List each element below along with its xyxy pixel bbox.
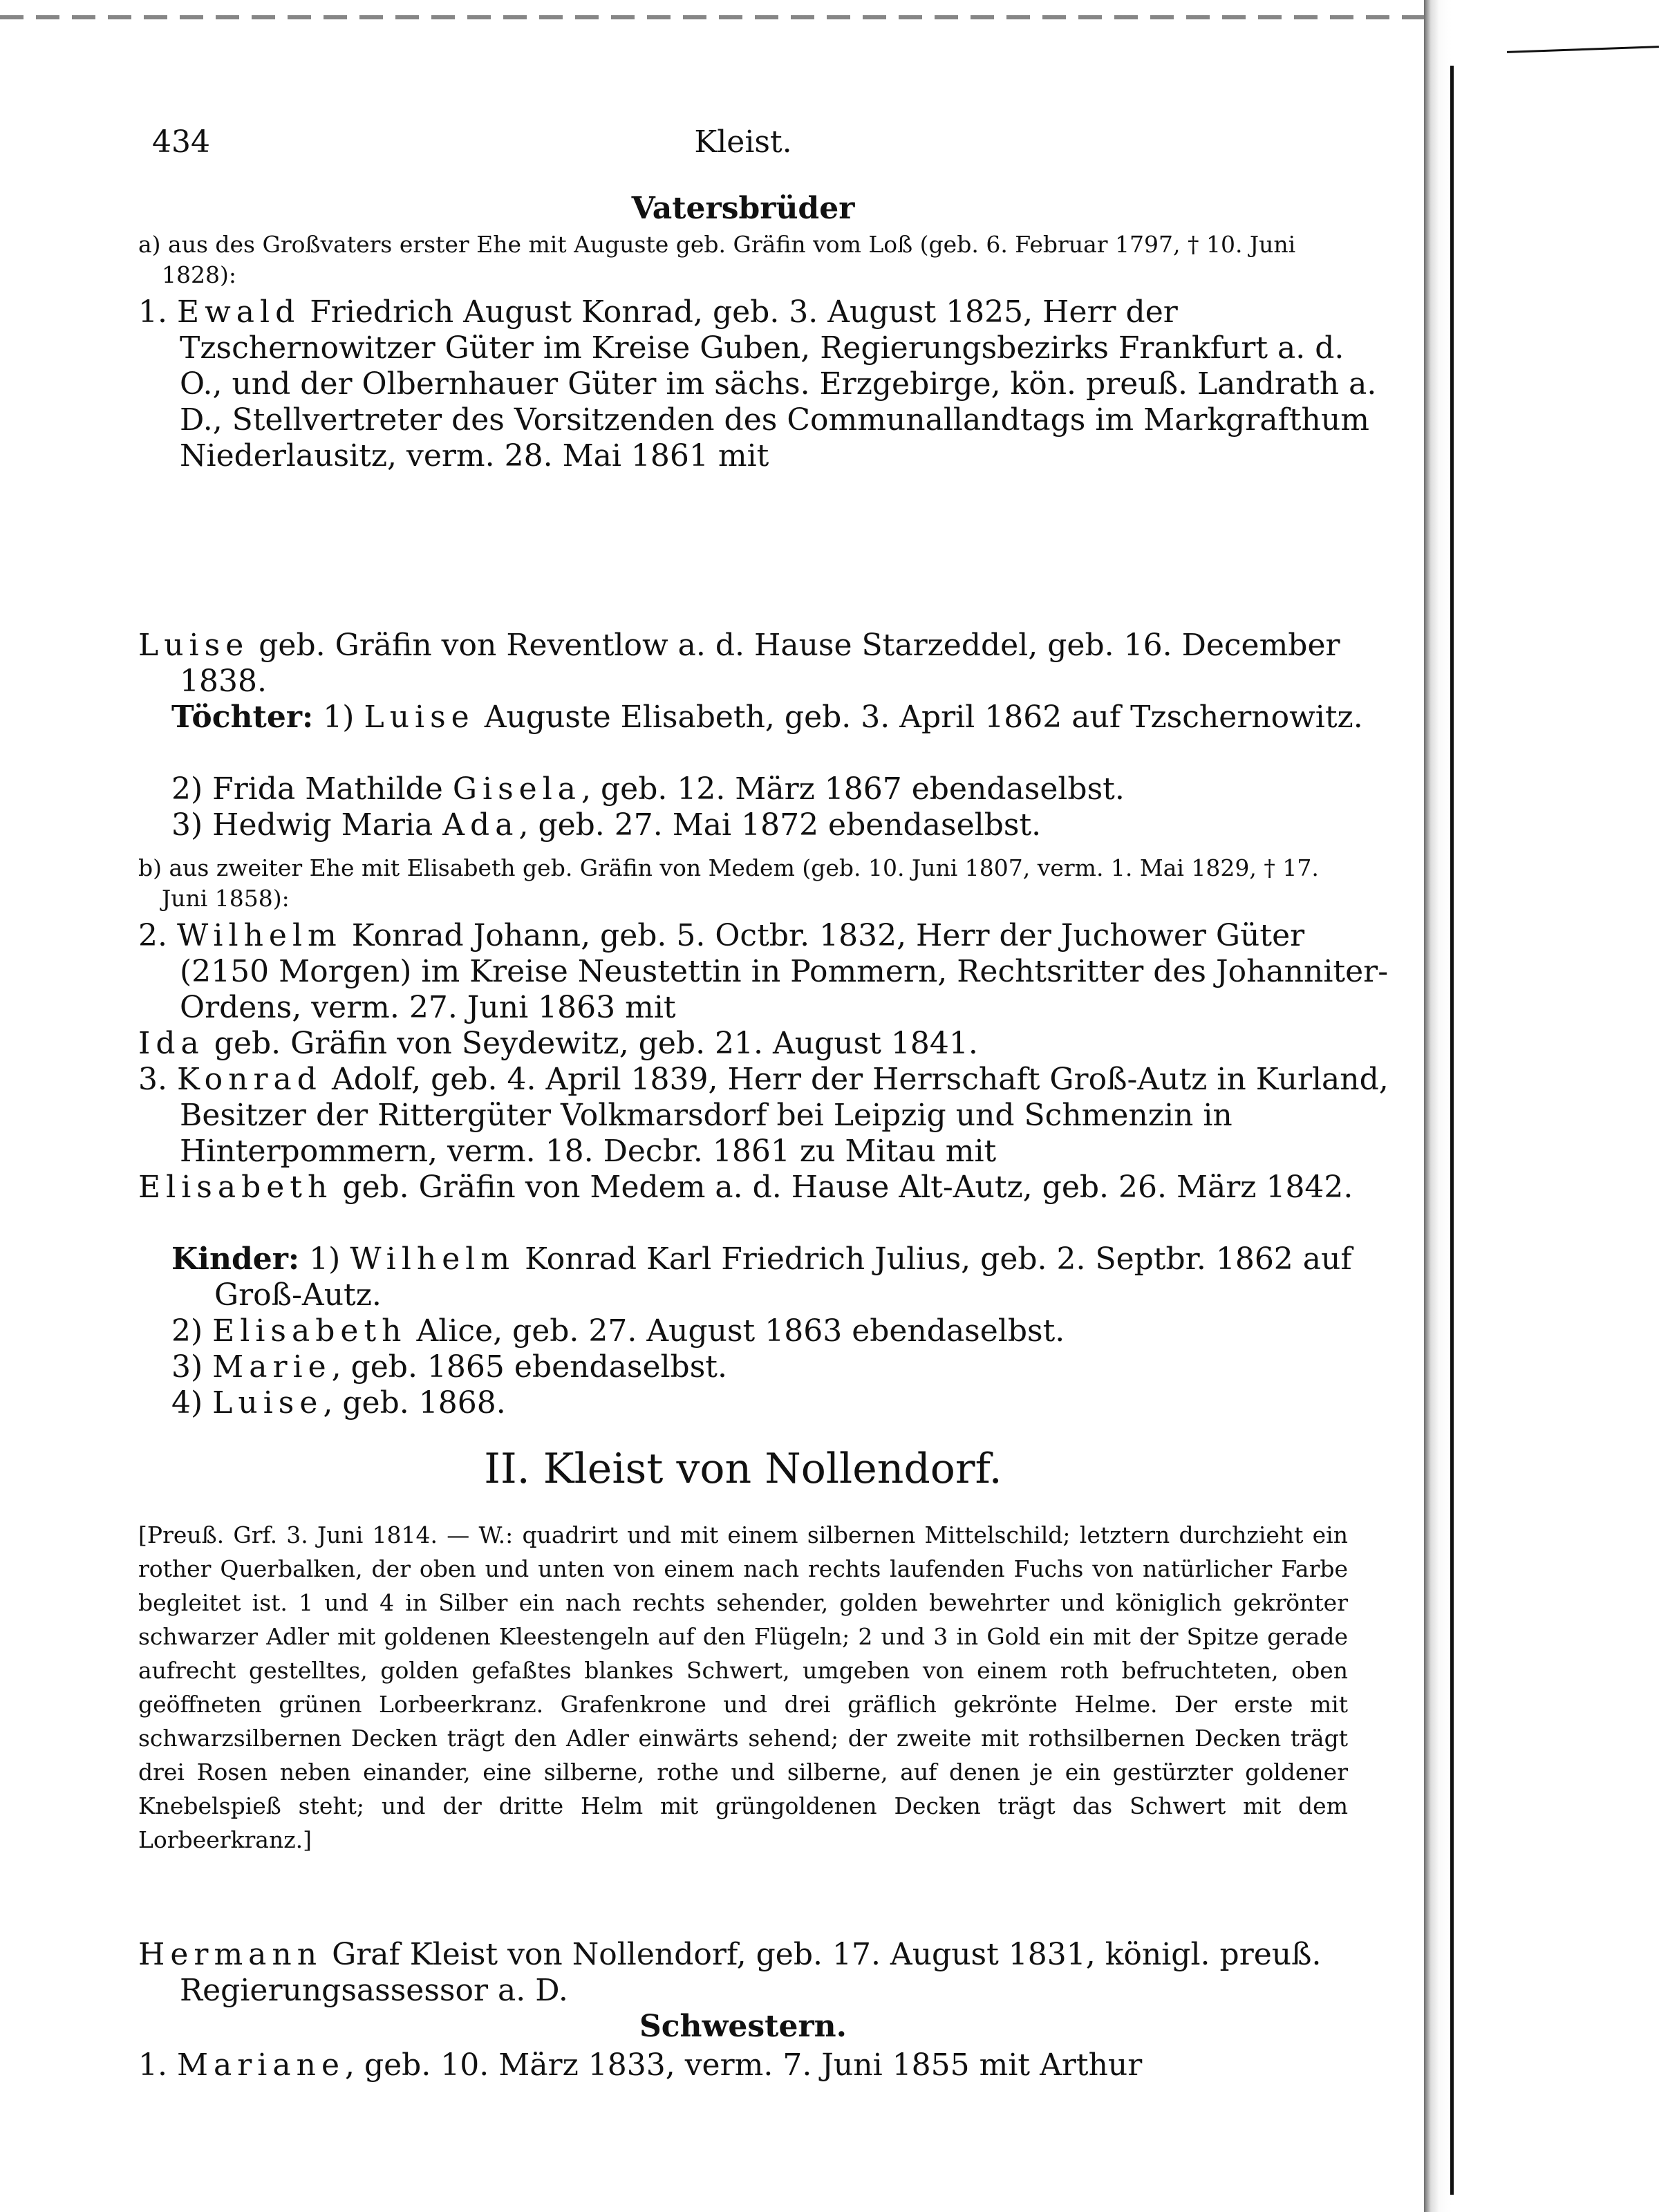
children-label: Kinder: [171, 1241, 300, 1277]
group-b-intro: b) aus zweiter Ehe mit Elisabeth geb. Gräfin von Medem (geb. 10. Juni 1807, verm. 1. Mai 1829, † 17. Juni 1858): [138, 854, 1319, 912]
right-page-column-rule [1450, 66, 1454, 2195]
page-gutter [1424, 0, 1659, 2212]
entry-name: Mariane [176, 2047, 345, 2083]
running-title: Kleist. [694, 124, 792, 160]
child-text: Konrad Karl Friedrich Julius, geb. 2. Septbr. 1862 auf Groß-Autz. [214, 1241, 1352, 1313]
entry-text: Adolf, geb. 4. April 1839, Herr der Herrschaft Groß-Autz in Kurland, Besitzer der Rittergüter Volkmarsdorf bei Leipzig und Schmenzin in Hinterpommern, verm. 18. Decbr. 1861 zu Mitau mit [180, 1062, 1389, 1169]
child-text: geb. 27. Mai 1872 ebendaselbst. [538, 807, 1042, 843]
entry-number: 3. [138, 1062, 167, 1097]
entry-text: , geb. 10. März 1833, verm. 7. Juni 1855 mit Arthur [344, 2047, 1143, 2083]
section-heading: Vatersbrüder [631, 191, 855, 226]
child-name: Elisabeth [212, 1313, 407, 1349]
children-label: Töchter: [171, 700, 314, 735]
entry-wilhelm [138, 918, 1389, 1029]
daughter-2: 2) Frida Mathilde Gisela, geb. 12. März 1867 ebendaselbst. [171, 771, 1125, 807]
spouse-luise [138, 628, 1389, 704]
child-1 [138, 1241, 1424, 1318]
daughter-1 [138, 700, 1424, 776]
sister-1 [138, 2047, 1348, 2083]
spouse-text: geb. Gräfin von Medem a. d. Hause Alt-Autz, geb. 26. März 1842. [342, 1170, 1353, 1205]
entry-number: 1. [138, 294, 167, 330]
spouse-text: geb. Gräfin von Reventlow a. d. Hause Starzeddel, geb. 16. December 1838. [180, 628, 1340, 699]
entry-text: Friedrich August Konrad, geb. 3. August 1825, Herr der Tzschernowitzer Güter im Kreise Guben, Regierungsbezirks Frankfurt a. d. O., und der Olbernhauer Güter im sächs. Erzgebirge, kön. preuß. Landrath a. D., Stellvertreter des Vorsitzenden des Communallandtags im Markgrafthum Niederlausitz, verm. 28. Mai 1861 mit [180, 294, 1377, 474]
entry-name: Konrad [176, 1062, 322, 1097]
child-name: Wilhelm [350, 1241, 516, 1277]
entry-ewald [138, 294, 1389, 619]
entry-konrad [138, 1062, 1389, 1172]
child-name: Luise [212, 1385, 324, 1421]
spouse-name: Elisabeth [138, 1170, 333, 1205]
child-text: Alice, geb. 27. August 1863 ebendaselbst. [416, 1313, 1065, 1349]
child-4 [138, 1385, 1381, 1421]
child-name: Luise [364, 700, 475, 735]
child-text: geb. 12. März 1867 ebendaselbst. [601, 771, 1125, 807]
child-name: Marie [212, 1349, 332, 1385]
entry-number: 1. [138, 2047, 167, 2083]
child-number: 4) [171, 1385, 203, 1421]
child-text: Auguste Elisabeth, geb. 3. April 1862 auf Tzschernowitz. [484, 700, 1363, 735]
holder-text: Graf Kleist von Nollendorf, geb. 17. August 1831, königl. preuß. Regierungsassessor a. D. [180, 1937, 1322, 2008]
child-text: Hedwig Maria [212, 807, 433, 843]
page-number: 434 [152, 124, 210, 160]
sisters-heading: Schwestern. [639, 2009, 847, 2044]
entry-number: 2. [138, 918, 167, 953]
child-text: Frida Mathilde [212, 771, 443, 807]
child-number: 2) [171, 1313, 203, 1349]
child-number: 2) [171, 771, 203, 807]
child-number: 3) [171, 1349, 203, 1385]
spouse-elisabeth [138, 1170, 1389, 1246]
coat-of-arms: [Preuß. Grf. 3. Juni 1814. — W.: quadrirt und mit einem silbernen Mittelschild; letztern durchzieht ein rother Querbalken, der oben und unten von einem nach rechts laufenden Fuchs von natürlicher Farbe begleitet ist. 1 und 4 in Silber ein nach rechts sehender, golden bewehrter und königlich gekrönter schwarzer Adler mit goldenen Kleestengeln auf den Flügeln; 2 und 3 in Gold ein mit der Spitze gerade aufrecht gestelltes, golden gefaßtes blankes Schwert, umgeben von einem roth befruchteten, oben geöffneten grünen Lorbeerkranz. Grafenkrone und drei gräflich gekrönte Helme. Der erste mit schwarzsilbernen Decken trägt den Adler einwärts sehend; der zweite mit rothsilbernen Decken trägt drei Rosen neben einander, eine silberne, rothe und silberne, auf denen je ein gestürzter goldener Knebelspieß steht; und der dritte Helm mit grüngoldenen Decken trägt das Schwert mit dem Lorbeerkranz.] [138, 1521, 1348, 1853]
spouse-name: Ida [138, 1026, 205, 1061]
child-text: , geb. 1865 ebendaselbst. [331, 1349, 727, 1385]
spouse-text: geb. Gräfin von Seydewitz, geb. 21. August 1841. [214, 1026, 978, 1061]
child-text: , geb. 1868. [323, 1385, 506, 1421]
daughter-3: 3) Hedwig Maria Ada, geb. 27. Mai 1872 ebendaselbst. [171, 807, 1042, 843]
spouse-name: Luise [138, 628, 250, 663]
entry-name: Wilhelm [176, 918, 342, 953]
scan-edge [0, 15, 1659, 19]
entry-name: Ewald [176, 294, 301, 330]
child-name: Gisela [452, 771, 582, 807]
section-2-heading: II. Kleist von Nollendorf. [484, 1445, 1002, 1493]
child-name: Ada [442, 807, 519, 843]
holder-hermann [138, 1937, 1389, 2013]
child-number: 1) [309, 1241, 341, 1277]
child-2 [138, 1313, 1381, 1349]
child-number: 3) [171, 807, 203, 843]
child-number: 1) [323, 700, 355, 735]
spouse-ida [138, 1026, 1348, 1062]
holder-name: Hermann [138, 1937, 323, 1972]
child-3 [138, 1349, 1381, 1385]
entry-text: Konrad Johann, geb. 5. Octbr. 1832, Herr der Juchower Güter (2150 Morgen) im Kreise Neustettin in Pommern, Rechtsritter des Johanniter-Ordens, verm. 27. Juni 1863 mit [180, 918, 1389, 1025]
group-a-intro: a) aus des Großvaters erster Ehe mit Auguste geb. Gräfin vom Loß (geb. 6. Februar 1797, † 10. Juni 1828): [138, 231, 1296, 288]
